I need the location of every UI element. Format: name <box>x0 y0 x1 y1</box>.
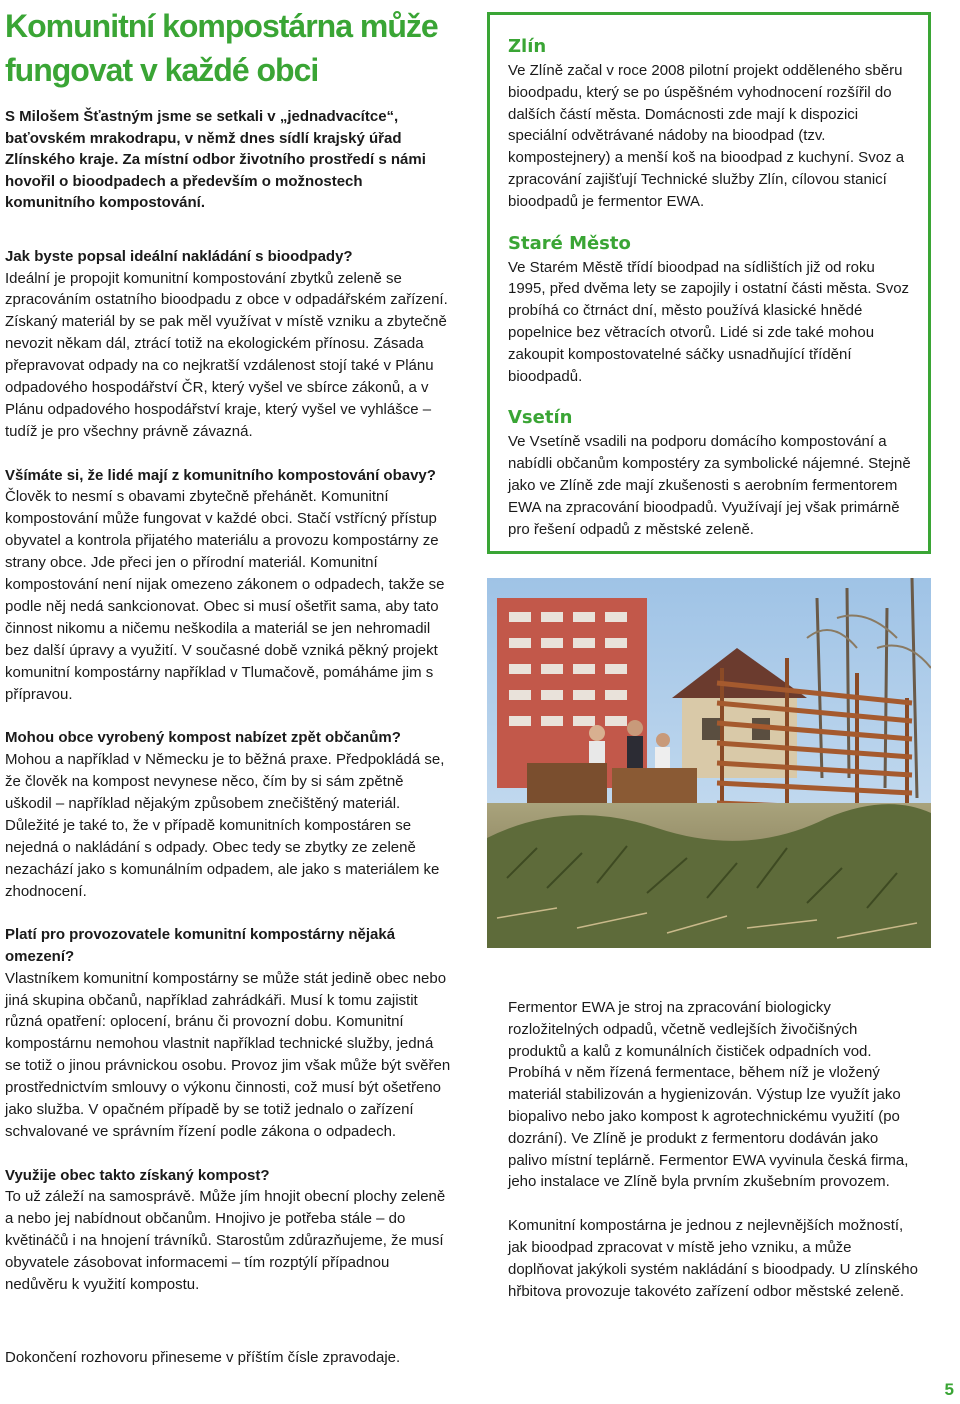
cities-sidebar-box <box>487 12 931 554</box>
photo-illustration <box>487 578 931 948</box>
city-section-zlin <box>508 36 912 213</box>
question-1: Jak byste popsal ideální nakládání s bioodpady? <box>5 247 353 265</box>
article-column <box>5 4 451 1318</box>
community-paragraph: Komunitní kompostárna je jednou z nejlevnějších možností, jak bioodpad zpracovat v místě jeho vzniku, a může doplňovat jakýkoli systém nakládání s bioodpady. U zlínského hřbitova provozuje takovéto zařízení odbor městské zeleně. <box>508 1217 918 1300</box>
question-4: Platí pro provozovatele komunitní kompostárny nějaká omezení? <box>5 926 396 965</box>
city-section-stare-mesto <box>508 233 912 388</box>
answer-3: Mohou a například v Německu je to běžná praxe. Předpokládá se, že člověk na kompost nevynese něco, čím by si sám zpětně uškodil – například nějakým způsobem znečištěný materiál. Důležité je také to, že v případě komunitních kompostáren se nejedná o nakládání s odpady. Obec tedy se zbytky ze zeleně nezachází jako s komunálním odpadem, ale jako s materiálem ke zhodnocení. <box>5 751 445 900</box>
question-3: Mohou obce vyrobený kompost nabízet zpět občanům? <box>5 729 401 747</box>
city-heading: Vsetín <box>508 407 573 429</box>
ewa-column <box>508 997 918 1324</box>
answer-2: Člověk to nesmí s obavami zbytečně přehánět. Komunitní kompostování může fungovat v každé obci. Stačí vstřícný přístup obyvatel a kontrola přijatého materiálu a provozu kompostárny ze strany obce. Jde přeci jen o přírodní materiál. Komunitní kompostování není nijak omezeno zákonem o odpadech, takže se podle něj nedá sankcionovat. Obec si musí ošetřit sama, aby tato činnost nikomu a ničemu neškodila a materiál se jen nehromadil bez další úpravy a využití. V současné době vzniká pěkný projekt komunitní kompostárny například v Tlumačově, pomáháme jim s přípravou. <box>5 488 445 703</box>
ewa-paragraph: Fermentor EWA je stroj na zpracování biologicky rozložitelných odpadů, včetně vedlejších živočišných produktů a kalů z komunálních čističek odpadních vod. Probíhá v něm řízená fermentace, během níž je vložený materiál stabilizován a hygienizován. Výstup lze využít jako biopalivo nebo jako kompost k agrotechnickému využití (po dozrání). Ve Zlíně je produkt z fermentoru dodáván jako palivo místní teplárně. Fermentor EWA vyvinula česká firma, jeho instalace ve Zlíně byla prvním zkušebním provozem. <box>508 999 909 1191</box>
article-lead: S Milošem Šťastným jsme se setkali v „jednadvacítce“, baťovském mrakodrapu, v němž dnes sídlí krajský úřad Zlínského kraje. Za místní odbor životního prostředí s námi hovořil o bioodpadech a především o možnostech komunitního kompostování. <box>5 108 426 212</box>
question-5: Využije obec takto získaný kompost? <box>5 1166 270 1184</box>
answer-4: Vlastníkem komunitní kompostárny se může stát jedině obec nebo jiná skupina občanů, například zahrádkáři. Musí k tomu zajistit různá opatření: oplocení, bránu či provozní dobu. Komunitní kompostárnu nemohou vlastnit například technické služby, jedná se totiž o jinou právnickou osobu. Provoz jim však může být svěřen prostřednictvím smlouvy o výkonu činnosti, což musí být ošetřeno jako služba. V opačném případě by se totiž jednalo o zařízení schvalované ve správním řízení podle zákona o odpadech. <box>5 969 451 1140</box>
answer-1: Ideální je propojit komunitní kompostování zbytků zeleně se zpracováním ostatního bioodpadu z obce v odpadářském zařízení. Získaný materiál by se pak měl využívat v místě vzniku a zbytečně nevozit někam dál, ztrácí totiž na ekologickém přínosu. Zásada přepravovat odpady na co nejkratší vzdálenost stojí také v Plánu odpadového hospodářství ČR, který vyšel ve sbírce zákonů, a v Plánu odpadového hospodářství kraje, který vyšel ve vyhlášce – tudíž je pro všechny právně závazná. <box>5 269 448 440</box>
city-text: Ve Zlíně začal v roce 2008 pilotní projekt odděleného sběru bioodpadu, který se po úspěšném vyhodnocení rozšířil do dalších částí města. Domácnosti zde mají k dispozici speciální odvětrávané nádoby na bioodpad (tzv. kompostejnery) a menší koš na bioodpad z kuchyní. Svoz a zpracování zajišťují Technické služby Zlín, cílovou stanicí bioodpadů je fermentor EWA. <box>508 62 905 210</box>
city-heading: Zlín <box>508 36 547 57</box>
city-text: Ve Starém Městě třídí bioodpad na sídlištích již od roku 1995, před dvěma lety se zapojily i ostatní části města. Svoz probíhá co čtrnáct dní, město používá klasické hnědé popelnice bez větracích otvorů. Lidé si zde také mohou zakoupit kompostovatelné sáčky usnadňující třídění bioodpadů. <box>508 258 910 385</box>
article-title: Komunitní kompostárna může fungovat v každé obci <box>5 8 438 88</box>
city-heading: Staré Město <box>508 232 631 254</box>
article-footer: Dokončení rozhovoru přineseme v příštím čísle zpravodaje. <box>5 1349 401 1366</box>
compost-site-photo <box>487 578 931 948</box>
answer-5: To už záleží na samosprávě. Může jím hnojit obecní plochy zeleně a nebo jej nabídnout občanům. Hnojivo je potřeba stále – do květináčů i na hnojení trávníků. Starostům zdůrazňujeme, že musí obyvatele zásobovat informacemi – tím rozptýlí případnou nedůvěru k využití kompostu. <box>5 1188 446 1294</box>
city-text: Ve Vsetíně vsadili na podporu domácího kompostování a nabídli občanům kompostéry za symbolické nájemné. Stejně jako ve Zlíně zde mají zkušenosti s aerobním fermentorem EWA na zpracování bioodpadů. Využívají jej však primárně pro řešení odpadů z městské zeleně. <box>508 433 911 538</box>
city-section-vsetin <box>508 407 912 540</box>
page-number: 5 <box>944 1380 954 1399</box>
question-2: Všímáte si, že lidé mají z komunitního kompostování obavy? <box>5 466 436 484</box>
